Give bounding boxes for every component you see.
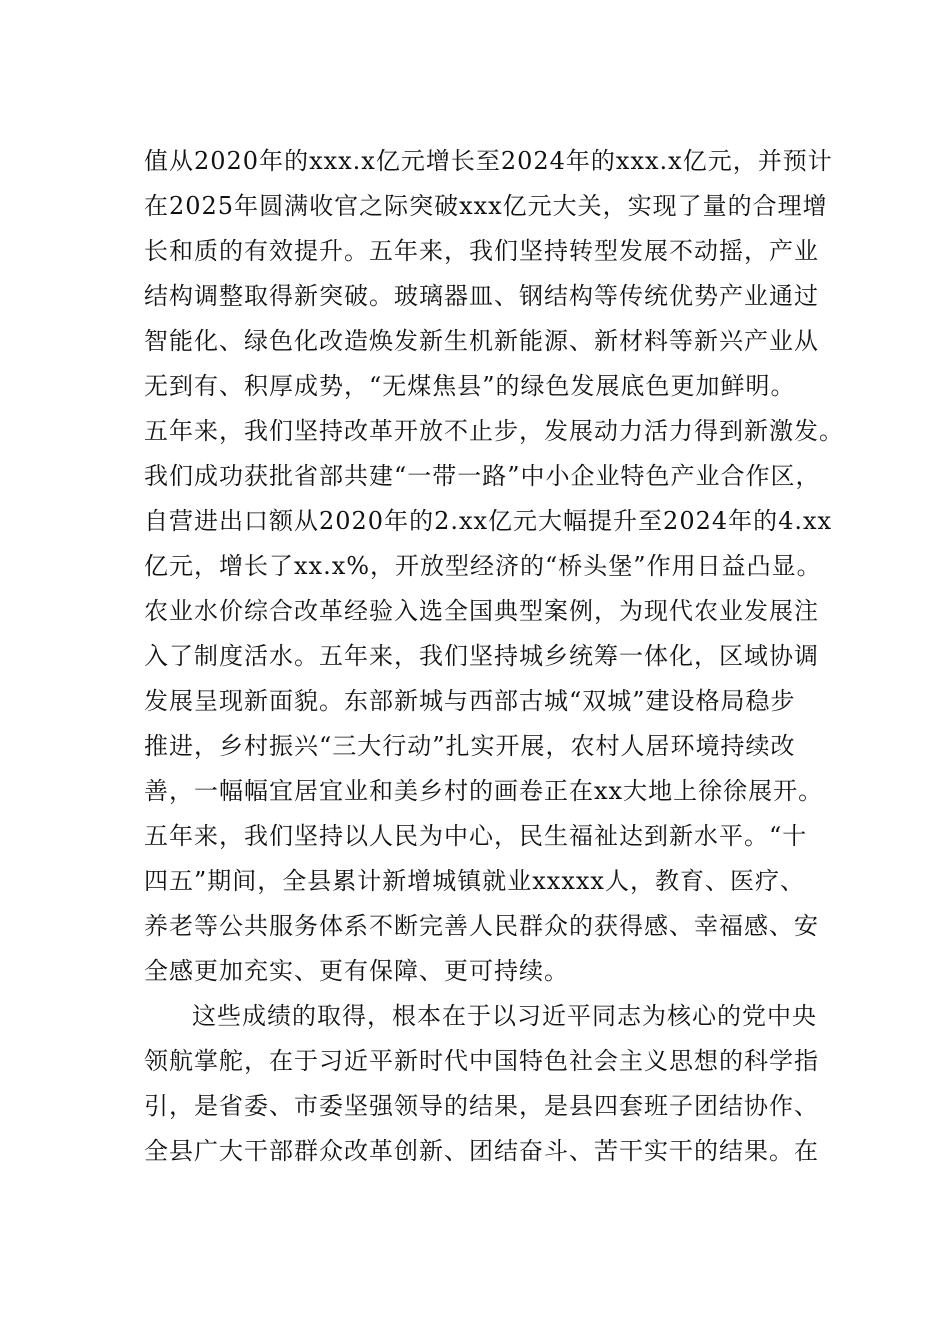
text-line: 入了制度活水。五年来，我们坚持城乡统筹一体化，区域协调 [144,642,819,670]
paragraph-1 [144,139,844,994]
text-line: 领航掌舵，在于习近平新时代中国特色社会主义思想的科学指 [144,1047,819,1075]
text-line: 智能化、绿色化改造焕发新生机新能源、新材料等新兴产业从 [144,327,819,355]
text-line: 全县广大干部群众改革创新、团结奋斗、苦干实干的结果。在 [144,1137,819,1165]
text-line: 这些成绩的取得，根本在于以习近平同志为核心的党中央 [192,1002,817,1030]
text-line: 养老等公共服务体系不断完善人民群众的获得感、幸福感、安 [144,912,819,940]
text-line: 在2025年圆满收官之际突破xxx亿元大关，实现了量的合理增 [144,192,828,220]
body-text [144,139,844,1174]
text-line: 善，一幅幅宜居宜业和美乡村的画卷正在xx大地上徐徐展开。 [144,777,824,805]
text-line: 农业水价综合改革经验入选全国典型案例，为现代农业发展注 [144,597,819,625]
paragraph-2 [144,994,824,1174]
text-line: 四五”期间，全县累计新增城镇就业xxxxx人，教育、医疗、 [144,867,805,895]
text-line: 发展呈现新面貌。东部新城与西部古城“双城”建设格局稳步 [144,687,796,715]
text-line: 值从2020年的xxx.x亿元增长至2024年的xxx.x亿元，并预计 [144,147,833,175]
text-line: 无到有、积厚成势，“无煤焦县”的绿色发展底色更加鲜明。 [144,372,796,400]
text-line: 全感更加充实、更有保障、更可持续。 [144,957,569,985]
text-line: 亿元，增长了xx.x%，开放型经济的“桥头堡”作用日益凸显。 [144,552,822,580]
text-line: 结构调整取得新突破。玻璃器皿、钢结构等传统优势产业通过 [144,282,819,310]
text-line: 推进，乡村振兴“三大行动”扎实开展，农村人居环境持续改 [144,732,796,760]
text-line: 长和质的有效提升。五年来，我们坚持转型发展不动摇，产业 [144,237,819,265]
text-line: 五年来，我们坚持改革开放不止步，发展动力活力得到新激发。 [144,417,844,445]
text-line: 引，是省委、市委坚强领导的结果，是县四套班子团结协作、 [144,1092,819,1120]
text-line: 五年来，我们坚持以人民为中心，民生福祉达到新水平。“十 [144,822,808,850]
text-line: 自营进出口额从2020年的2.xx亿元大幅提升至2024年的4.xx [144,507,833,535]
text-line: 我们成功获批省部共建“一带一路”中小企业特色产业合作区， [144,462,821,490]
